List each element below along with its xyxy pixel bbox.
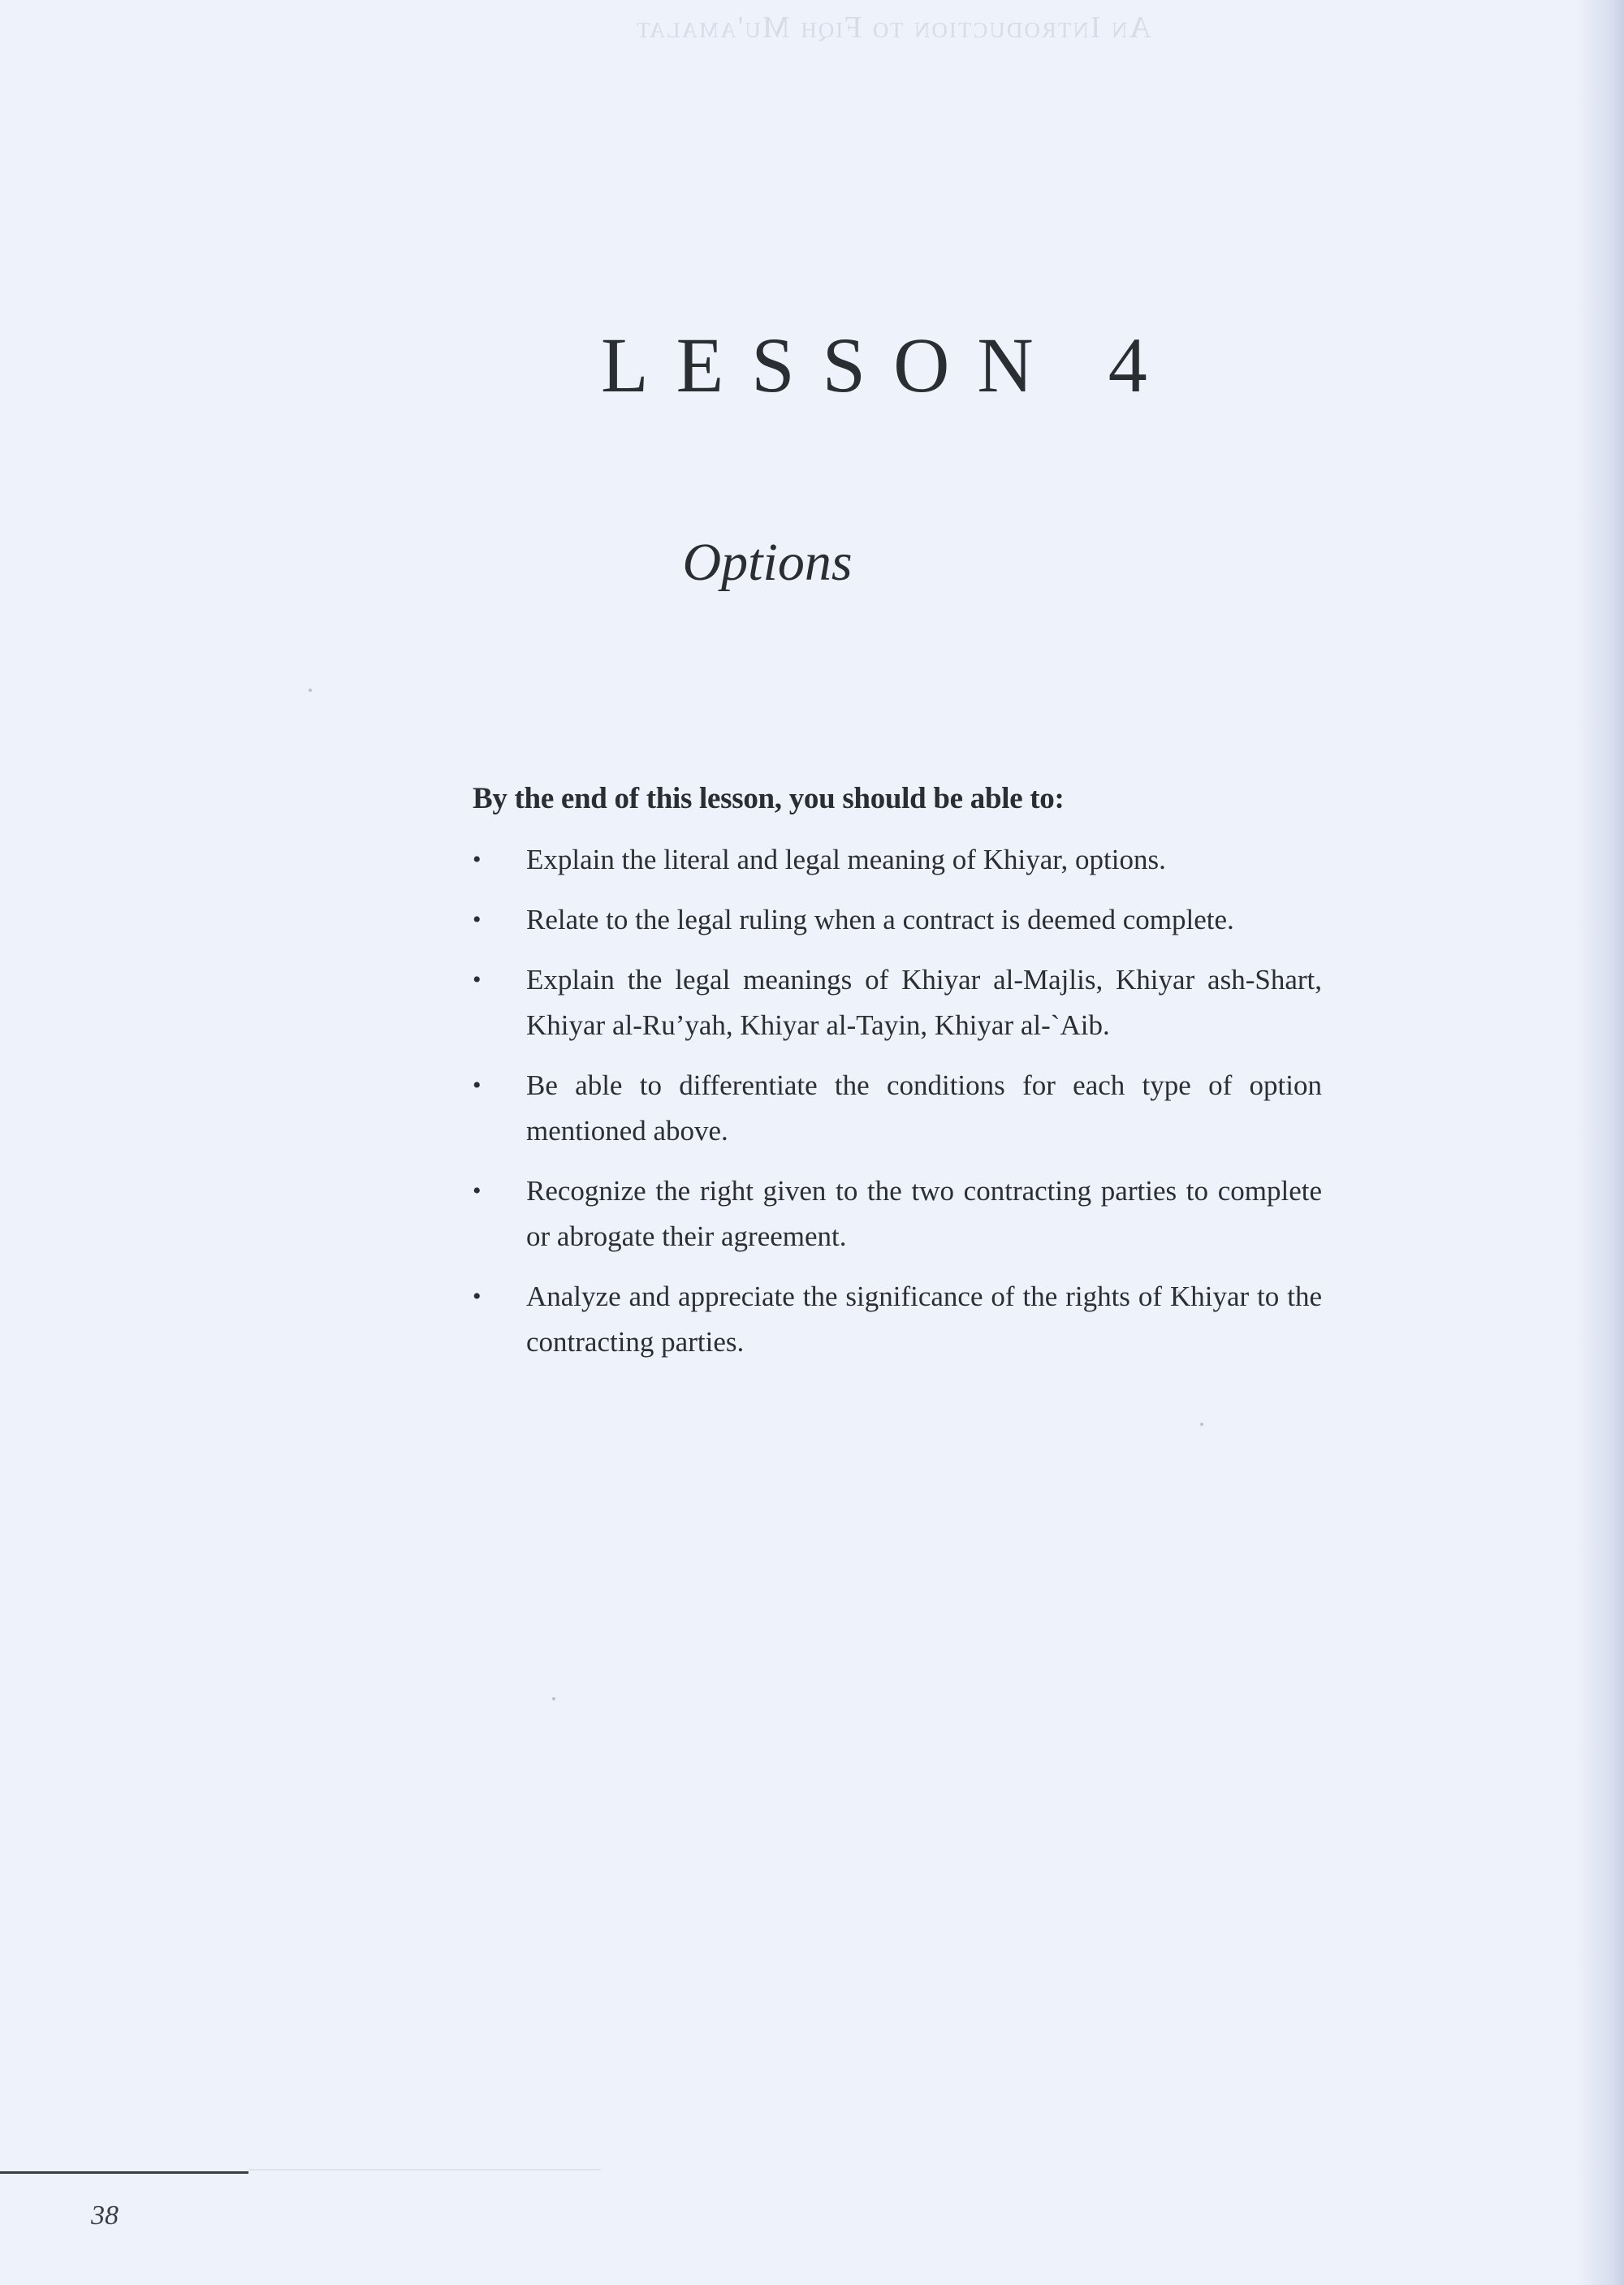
objective-item xyxy=(473,1168,1322,1259)
page-number: 38 xyxy=(91,2201,119,2231)
scan-speck xyxy=(552,1697,555,1700)
running-head-showthrough: An Introduction to Fiqh Mu'amalat xyxy=(635,11,1151,45)
footer-rule-showthrough xyxy=(248,2169,601,2171)
scan-speck xyxy=(309,689,312,692)
scan-speck xyxy=(1200,1423,1203,1426)
scan-speck xyxy=(1177,1291,1181,1294)
objective-item xyxy=(473,1274,1322,1365)
bullet-icon: • xyxy=(473,1177,482,1204)
objective-text: Relate to the legal ruling when a contract is deemed complete. xyxy=(526,904,1234,935)
objective-item xyxy=(473,837,1322,883)
learning-objectives xyxy=(473,781,1325,1380)
bullet-icon: • xyxy=(473,1283,482,1310)
objective-text: Explain the legal meanings of Khiyar al-Majlis, Khiyar ash-Shart, Khiyar al-Ru’yah, Khiyar al-Tayin, Khiyar al-`Aib. xyxy=(526,964,1322,1041)
objective-text: Recognize the right given to the two contracting parties to complete or abrogate their agreement. xyxy=(526,1175,1322,1252)
objective-text: Explain the literal and legal meaning of Khiyar, options. xyxy=(526,844,1166,875)
bullet-icon: • xyxy=(473,906,482,933)
objective-text: Be able to differentiate the conditions for each type of option mentioned above. xyxy=(526,1069,1322,1147)
objectives-list xyxy=(473,837,1325,1365)
bullet-icon: • xyxy=(473,846,482,873)
objectives-heading: By the end of this lesson, you should be able to: xyxy=(473,782,1065,815)
lesson-title: LESSON 4 xyxy=(601,322,1175,409)
objective-text: Analyze and appreciate the significance of the rights of Khiyar to the contracting parties. xyxy=(526,1281,1322,1358)
objective-item xyxy=(473,957,1322,1048)
bullet-icon: • xyxy=(473,966,482,993)
objective-item xyxy=(473,1063,1322,1154)
bullet-icon: • xyxy=(473,1072,482,1099)
lesson-subtitle: Options xyxy=(682,533,853,592)
objective-item xyxy=(473,897,1322,943)
footer-rule xyxy=(0,2171,248,2174)
